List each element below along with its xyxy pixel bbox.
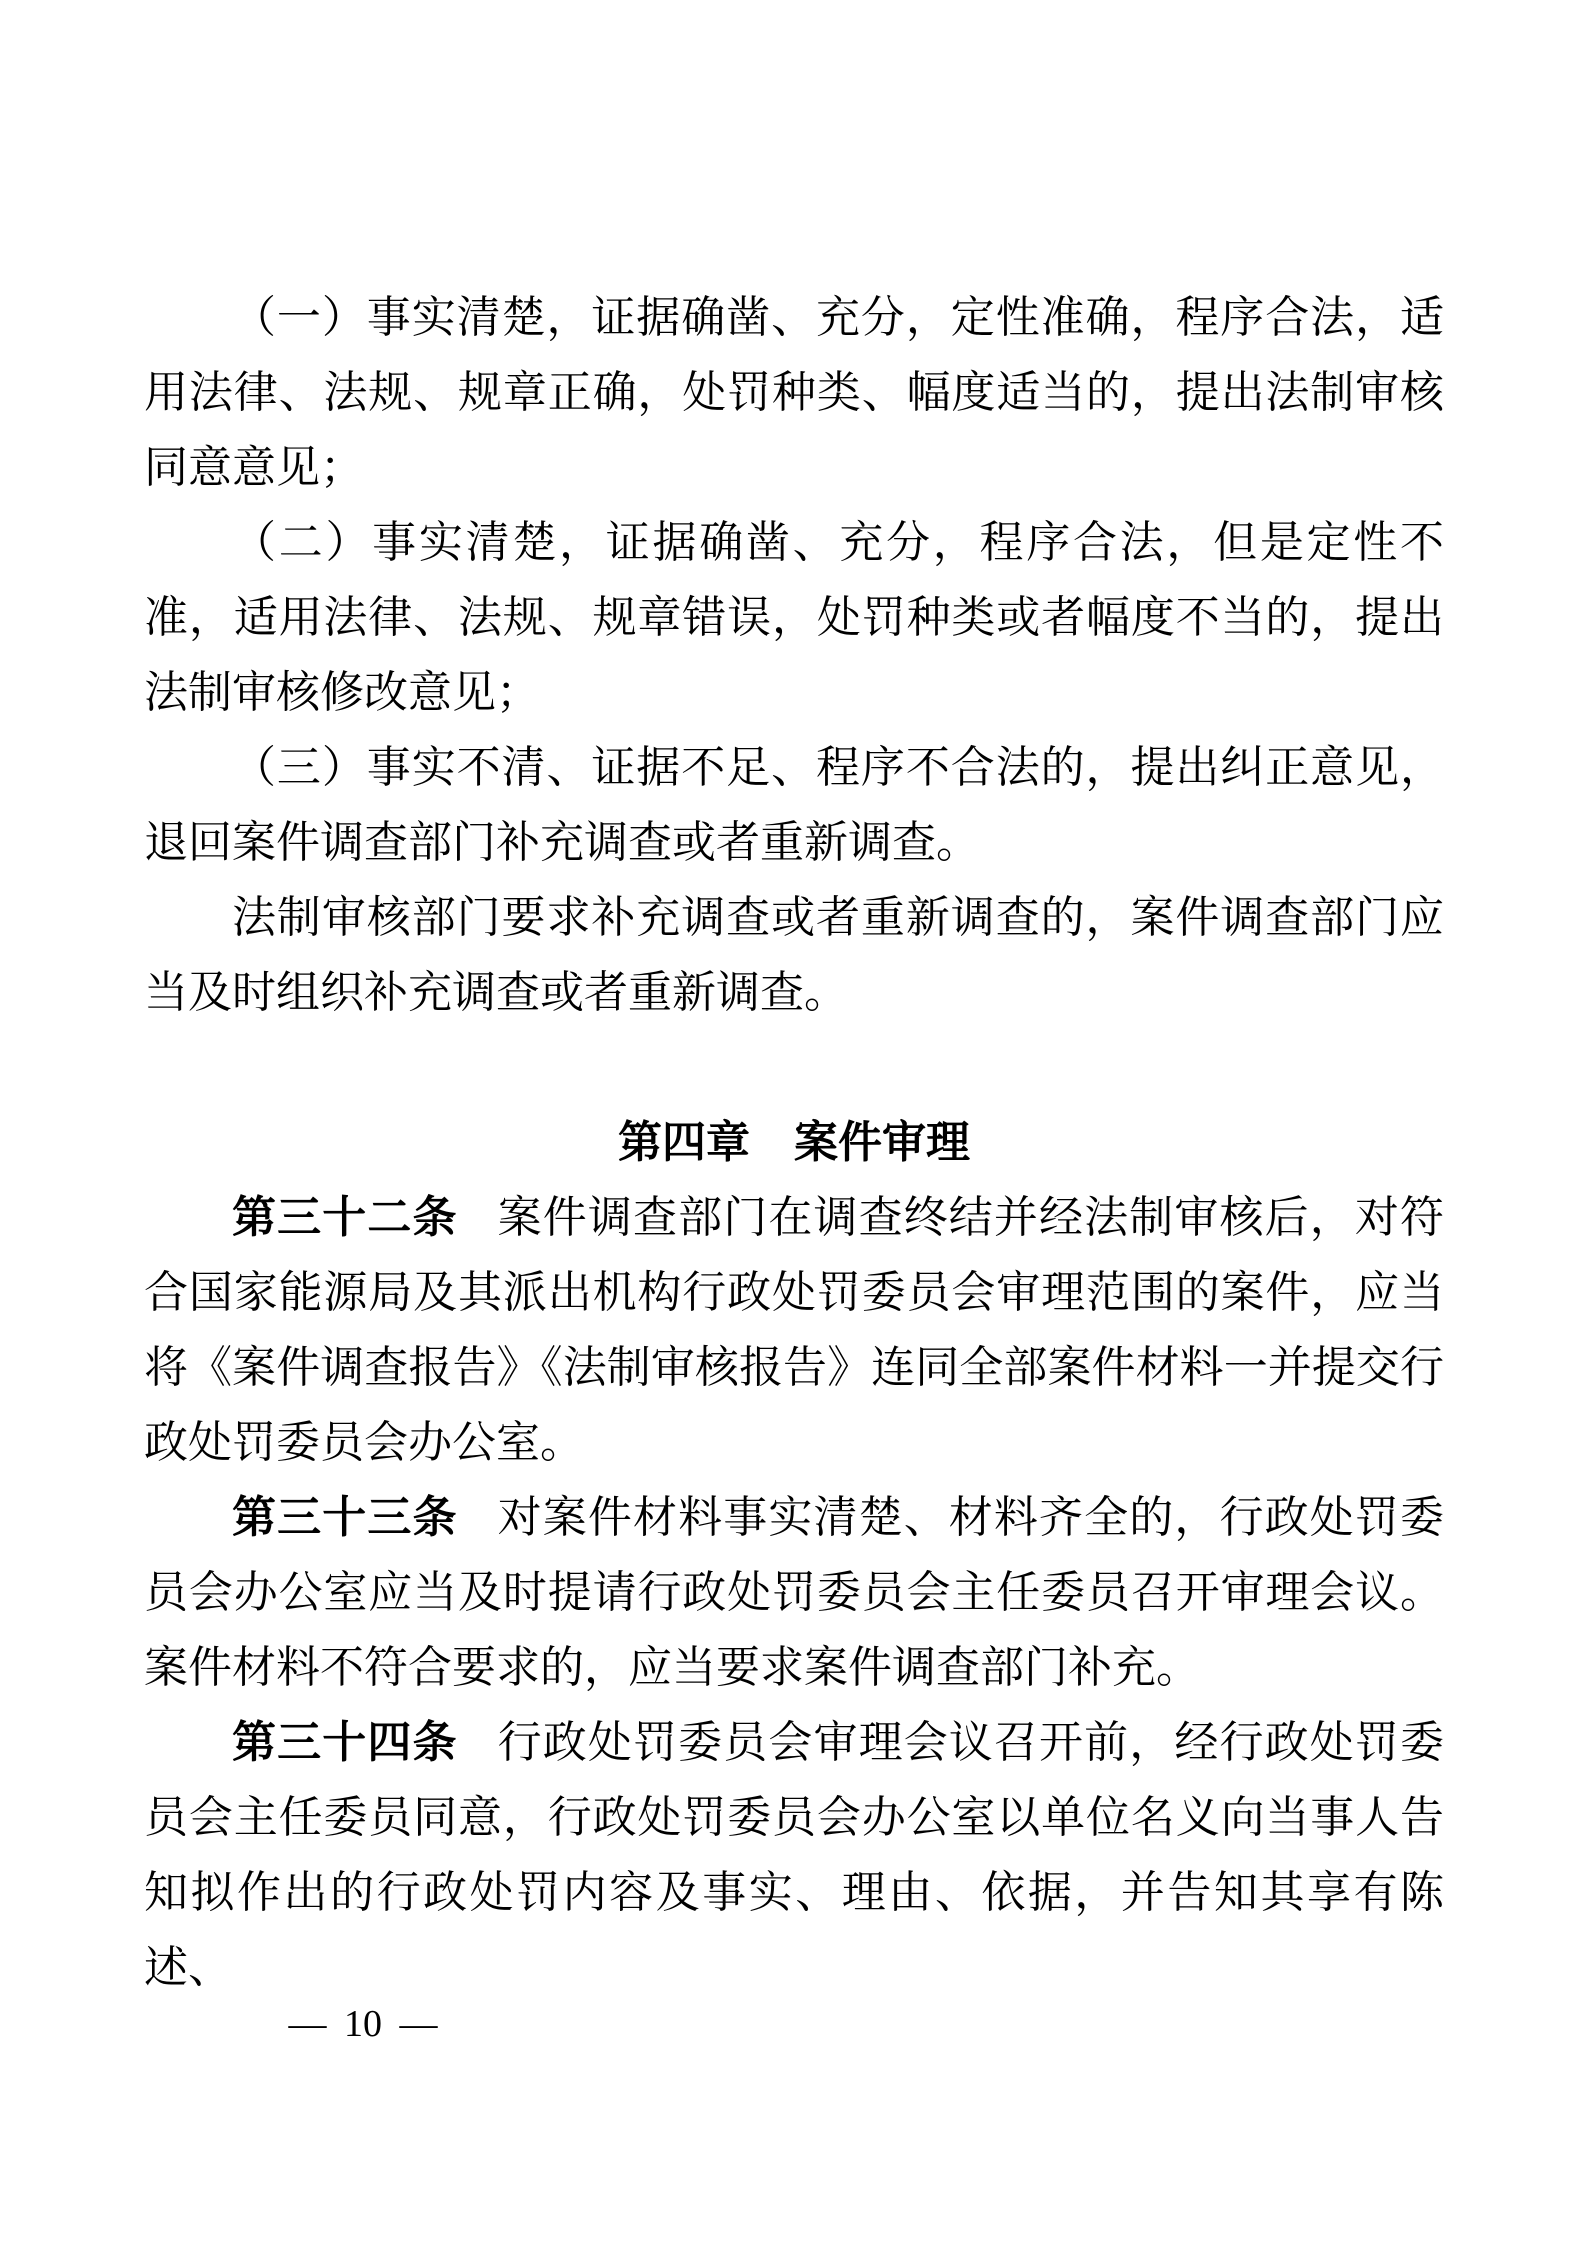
article-33-text: 对案件材料事实清楚、材料齐全的，行政处罚委员会办公室应当及时提请行政处罚委员会主任委员召开审理会议。案件材料不符合要求的，应当要求案件调查部门补充。 bbox=[144, 1493, 1445, 1692]
body-paragraph: 法制审核部门要求补充调查或者重新调查的，案件调查部门应当及时组织补充调查或者重新调查。 bbox=[144, 893, 1444, 1017]
article-32-number: 第三十二条 bbox=[232, 1193, 458, 1242]
clause-item-3: （三）事实不清、证据不足、程序不合法的，提出纠正意见，退回案件调查部门补充调查或者重新调查。 bbox=[144, 743, 1444, 867]
article-34-number: 第三十四条 bbox=[232, 1718, 458, 1767]
article-34-text: 行政处罚委员会审理会议召开前，经行政处罚委员会主任委员同意，行政处罚委员会办公室以单位名义向当事人告知拟作出的行政处罚内容及事实、理由、依据，并告知其享有陈述、 bbox=[144, 1718, 1445, 1992]
article-32-paragraph bbox=[144, 1180, 1444, 1480]
clause-item-2: （二）事实清楚，证据确凿、充分，程序合法，但是定性不准，适用法律、法规、规章错误，处罚种类或者幅度不当的，提出法制审核修改意见； bbox=[144, 518, 1444, 717]
page-number: — 10 — bbox=[288, 2003, 438, 2045]
document-body bbox=[144, 280, 1444, 2005]
clause-item-1: （一）事实清楚，证据确凿、充分，定性准确，程序合法，适用法律、法规、规章正确，处罚种类、幅度适当的，提出法制审核同意意见； bbox=[144, 293, 1444, 492]
chapter-heading: 第四章 案件审理 bbox=[618, 1118, 970, 1167]
article-33-paragraph bbox=[144, 1480, 1444, 1705]
article-32-text: 案件调查部门在调查终结并经法制审核后，对符合国家能源局及其派出机构行政处罚委员会审理范围的案件，应当将《案件调查报告》《法制审核报告》连同全部案件材料一并提交行政处罚委员会办公室。 bbox=[144, 1193, 1445, 1467]
article-34-paragraph bbox=[144, 1705, 1444, 2005]
article-33-number: 第三十三条 bbox=[232, 1493, 458, 1542]
